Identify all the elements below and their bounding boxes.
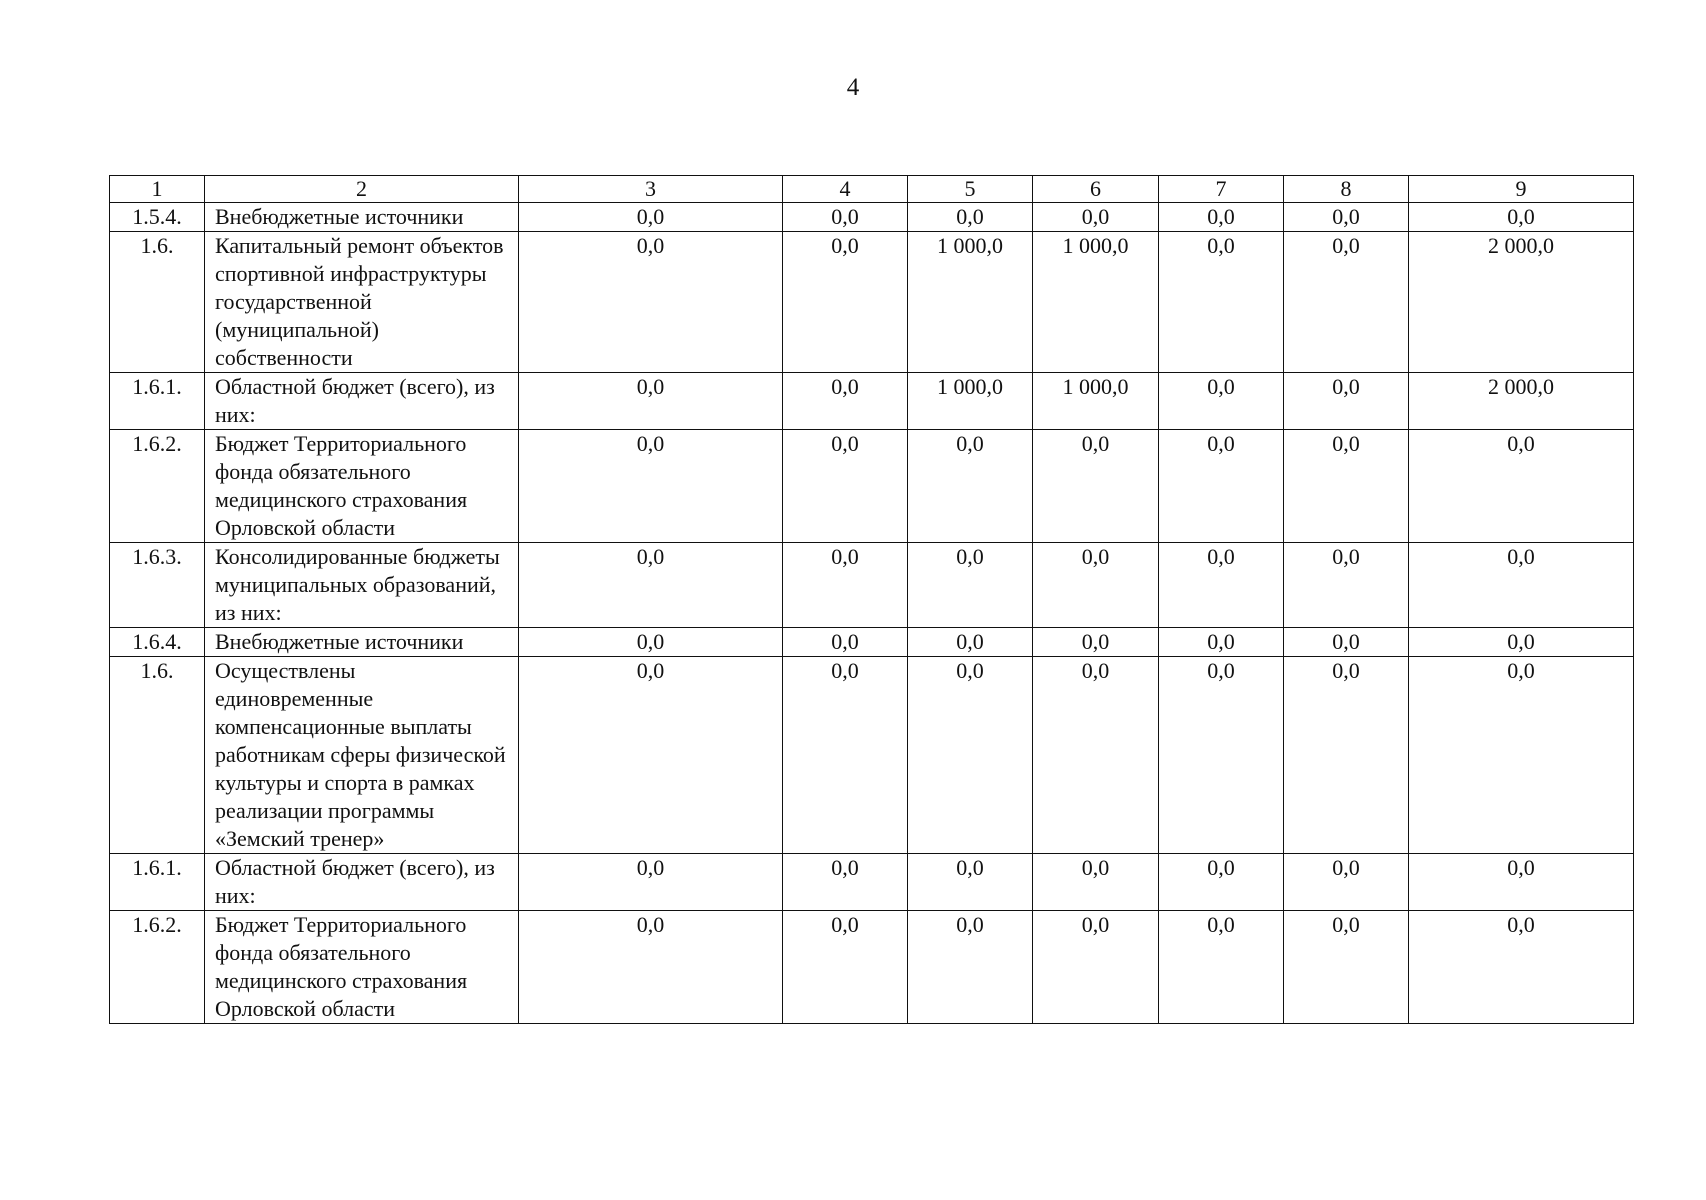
row-code: 1.6.2. — [110, 911, 205, 1024]
row-value: 0,0 — [1284, 543, 1409, 628]
row-code: 1.6.1. — [110, 373, 205, 430]
row-value: 0,0 — [783, 430, 908, 543]
row-value: 0,0 — [1033, 911, 1159, 1024]
row-name: Бюджет Территориального фонда обязательного медицинского страхования Орловской области — [205, 430, 519, 543]
row-name: Бюджет Территориального фонда обязательного медицинского страхования Орловской области — [205, 911, 519, 1024]
header-cell: 6 — [1033, 176, 1159, 203]
row-value: 0,0 — [1284, 430, 1409, 543]
row-name: Капитальный ремонт объектов спортивной инфраструктуры государственной (муниципальной) собственности — [205, 232, 519, 373]
row-value: 0,0 — [519, 854, 783, 911]
row-value: 0,0 — [1033, 203, 1159, 232]
row-name: Областной бюджет (всего), из них: — [205, 854, 519, 911]
row-value: 0,0 — [908, 657, 1033, 854]
row-name: Областной бюджет (всего), из них: — [205, 373, 519, 430]
row-code: 1.5.4. — [110, 203, 205, 232]
row-value: 0,0 — [1409, 628, 1634, 657]
table-row — [110, 203, 1634, 232]
row-value: 0,0 — [1409, 203, 1634, 232]
row-value: 0,0 — [1284, 657, 1409, 854]
row-code: 1.6.2. — [110, 430, 205, 543]
row-code: 1.6.1. — [110, 854, 205, 911]
header-cell: 4 — [783, 176, 908, 203]
row-value: 0,0 — [1284, 373, 1409, 430]
row-code: 1.6.3. — [110, 543, 205, 628]
row-value: 1 000,0 — [908, 373, 1033, 430]
row-value: 0,0 — [908, 430, 1033, 543]
row-code: 1.6.4. — [110, 628, 205, 657]
row-value: 0,0 — [908, 911, 1033, 1024]
header-cell: 3 — [519, 176, 783, 203]
row-value: 0,0 — [1284, 232, 1409, 373]
row-value: 0,0 — [783, 232, 908, 373]
row-code: 1.6. — [110, 657, 205, 854]
row-value: 0,0 — [1033, 430, 1159, 543]
row-value: 0,0 — [1159, 657, 1284, 854]
row-value: 0,0 — [1159, 203, 1284, 232]
row-name: Консолидированные бюджеты муниципальных образований, из них: — [205, 543, 519, 628]
row-value: 0,0 — [1033, 657, 1159, 854]
row-value: 0,0 — [783, 543, 908, 628]
row-value: 0,0 — [1159, 373, 1284, 430]
row-value: 0,0 — [1033, 543, 1159, 628]
row-value: 0,0 — [519, 543, 783, 628]
row-value: 0,0 — [1159, 628, 1284, 657]
row-value: 0,0 — [519, 911, 783, 1024]
row-value: 0,0 — [1033, 628, 1159, 657]
row-value: 0,0 — [519, 430, 783, 543]
row-value: 0,0 — [1159, 232, 1284, 373]
row-value: 0,0 — [783, 203, 908, 232]
row-value: 0,0 — [1409, 657, 1634, 854]
row-value: 0,0 — [1159, 911, 1284, 1024]
budget-table — [109, 175, 1634, 1024]
table-row — [110, 628, 1634, 657]
row-value: 0,0 — [908, 628, 1033, 657]
row-name: Внебюджетные источники — [205, 628, 519, 657]
row-value: 0,0 — [519, 657, 783, 854]
row-name: Осуществлены единовременные компенсационные выплаты работникам сферы физической культуры и спорта в рамках реализации программы «Земский тренер» — [205, 657, 519, 854]
table-row — [110, 543, 1634, 628]
table-header-row — [110, 176, 1634, 203]
header-cell: 7 — [1159, 176, 1284, 203]
row-value: 0,0 — [1409, 543, 1634, 628]
row-value: 0,0 — [1284, 911, 1409, 1024]
row-value: 0,0 — [1284, 203, 1409, 232]
row-value: 0,0 — [1033, 854, 1159, 911]
row-value: 1 000,0 — [908, 232, 1033, 373]
row-value: 0,0 — [1409, 430, 1634, 543]
row-value: 0,0 — [908, 203, 1033, 232]
row-value: 0,0 — [519, 203, 783, 232]
row-value: 0,0 — [783, 373, 908, 430]
row-value: 0,0 — [519, 373, 783, 430]
table-row — [110, 232, 1634, 373]
table-row — [110, 373, 1634, 430]
row-value: 1 000,0 — [1033, 373, 1159, 430]
row-value: 0,0 — [1159, 430, 1284, 543]
row-value: 2 000,0 — [1409, 232, 1634, 373]
row-value: 0,0 — [1409, 854, 1634, 911]
row-code: 1.6. — [110, 232, 205, 373]
row-value: 0,0 — [1159, 543, 1284, 628]
header-cell: 2 — [205, 176, 519, 203]
table-row — [110, 854, 1634, 911]
row-value: 0,0 — [1159, 854, 1284, 911]
row-value: 0,0 — [783, 657, 908, 854]
row-value: 1 000,0 — [1033, 232, 1159, 373]
header-cell: 9 — [1409, 176, 1634, 203]
row-value: 0,0 — [1409, 911, 1634, 1024]
table-row — [110, 657, 1634, 854]
row-value: 0,0 — [519, 232, 783, 373]
row-value: 0,0 — [519, 628, 783, 657]
row-value: 0,0 — [783, 854, 908, 911]
row-value: 0,0 — [783, 911, 908, 1024]
row-value: 0,0 — [908, 543, 1033, 628]
page-number: 4 — [846, 74, 860, 101]
table-row — [110, 430, 1634, 543]
row-name: Внебюджетные источники — [205, 203, 519, 232]
row-value: 0,0 — [908, 854, 1033, 911]
row-value: 0,0 — [1284, 628, 1409, 657]
row-value: 0,0 — [783, 628, 908, 657]
header-cell: 1 — [110, 176, 205, 203]
header-cell: 8 — [1284, 176, 1409, 203]
row-value: 0,0 — [1284, 854, 1409, 911]
row-value: 2 000,0 — [1409, 373, 1634, 430]
header-cell: 5 — [908, 176, 1033, 203]
table-row — [110, 911, 1634, 1024]
